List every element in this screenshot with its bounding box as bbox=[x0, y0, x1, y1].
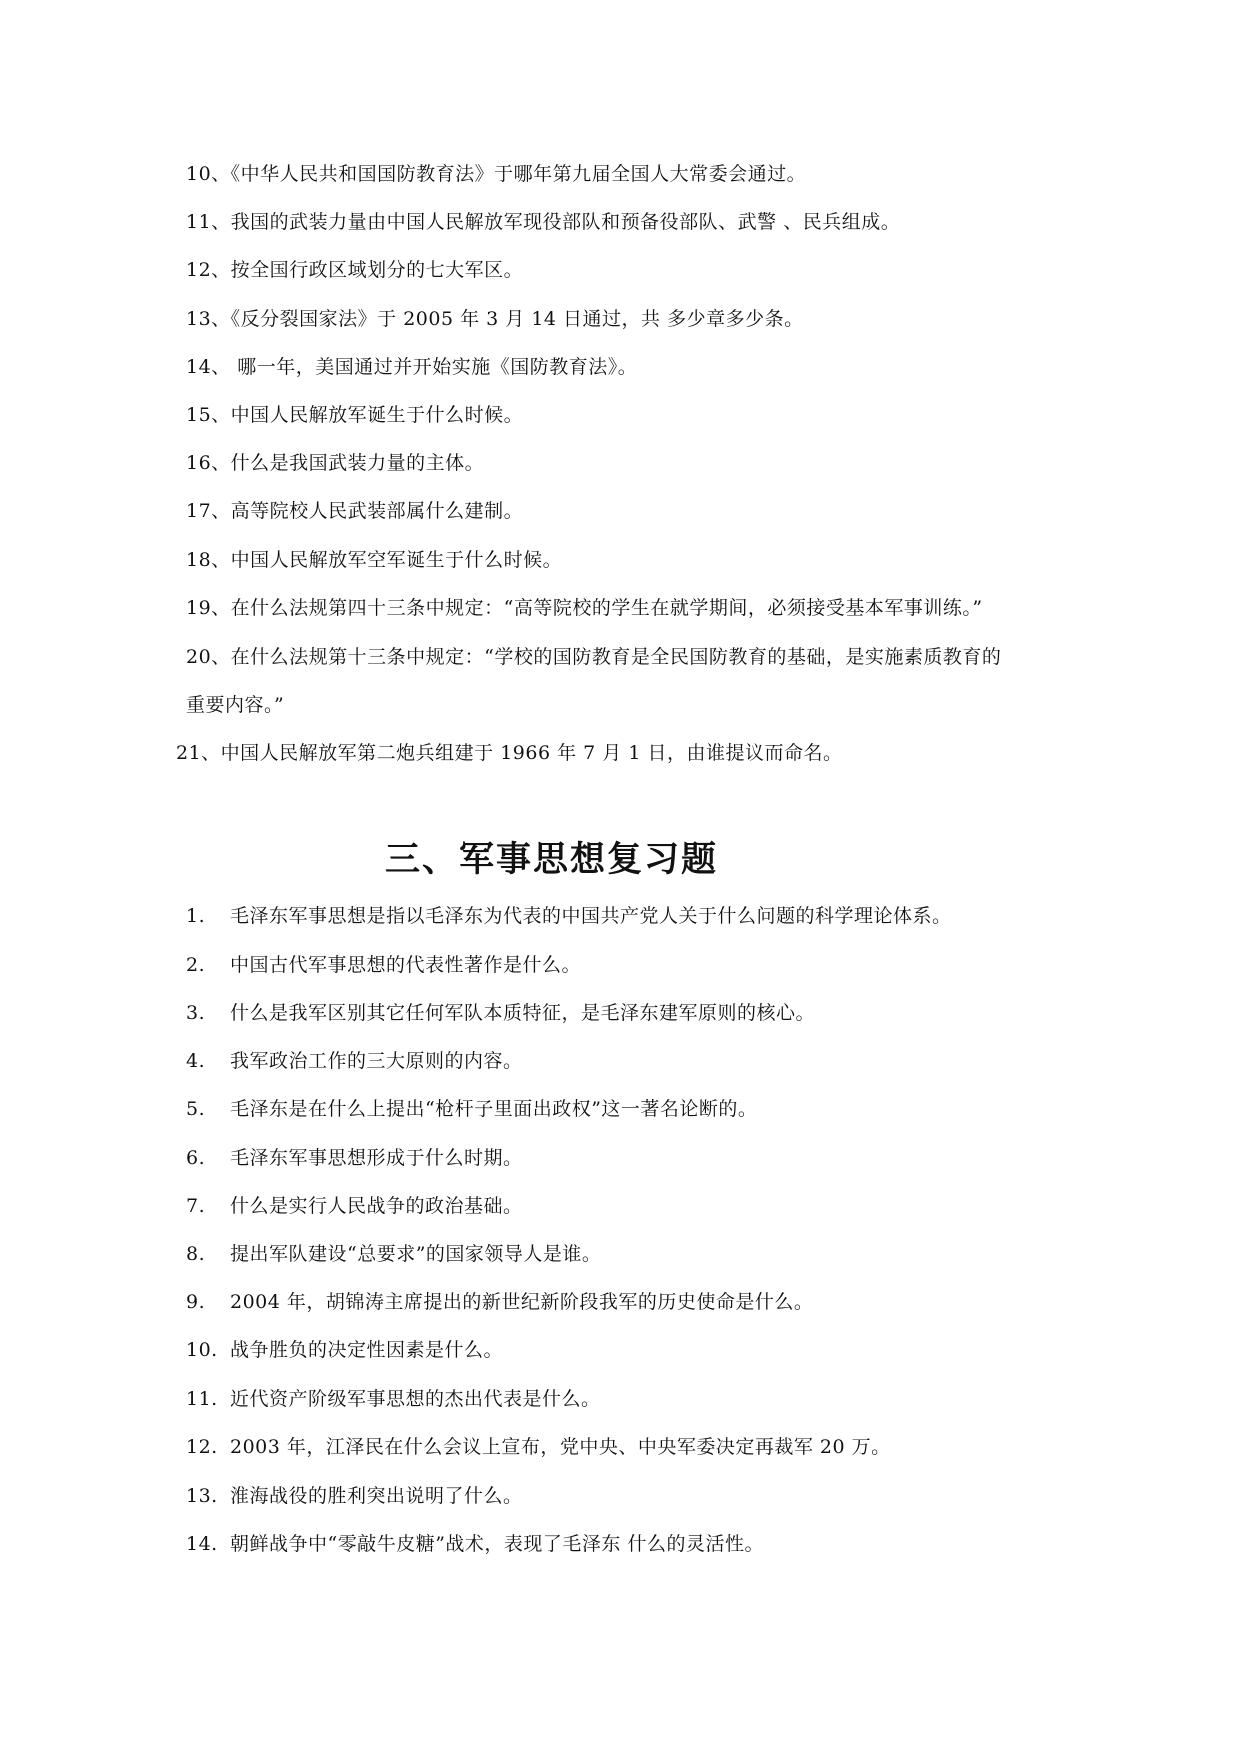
question-11: 11、我国的武装力量由中国人民解放军现役部队和预备役部队、武警 、民兵组成。 bbox=[186, 211, 901, 233]
list-item-number: 4. bbox=[186, 1050, 206, 1072]
list-item bbox=[186, 1049, 523, 1073]
list-item bbox=[186, 1338, 503, 1362]
question-21: 21、中国人民解放军第二炮兵组建于 1966 年 7 月 1 日，由谁提议而命名。 bbox=[176, 742, 843, 764]
question-10: 10、《中华人民共和国国防教育法》于哪年第九届全国人大常委会通过。 bbox=[186, 163, 807, 185]
list-item-number: 9. bbox=[186, 1291, 206, 1313]
list-item-text: 中国古代军事思想的代表性著作是什么。 bbox=[230, 954, 582, 976]
list-item bbox=[186, 1435, 891, 1459]
list-item bbox=[186, 1484, 523, 1508]
list-item-text: 我军政治工作的三大原则的内容。 bbox=[230, 1050, 523, 1072]
question-16: 16、什么是我国武装力量的主体。 bbox=[186, 452, 485, 474]
question-13: 13、《反分裂国家法》于 2005 年 3 月 14 日通过，共 多少章多少条。 bbox=[186, 308, 804, 330]
list-item-number: 6. bbox=[186, 1147, 206, 1169]
list-item-number: 12. bbox=[186, 1436, 218, 1458]
question-20-continuation: 重要内容。” bbox=[186, 694, 285, 716]
list-item-number: 13. bbox=[186, 1485, 218, 1507]
question-19: 19、在什么法规第四十三条中规定：“高等院校的学生在就学期间，必须接受基本军事训练。” bbox=[186, 597, 983, 619]
list-item-number: 2. bbox=[186, 954, 206, 976]
list-item-number: 8. bbox=[186, 1243, 206, 1265]
list-item bbox=[186, 953, 581, 977]
list-item bbox=[186, 1146, 523, 1170]
question-14: 14、 哪一年，美国通过并开始实施《国防教育法》。 bbox=[186, 356, 638, 378]
list-item bbox=[186, 904, 952, 928]
question-20: 20、在什么法规第十三条中规定：“学校的国防教育是全民国防教育的基础，是实施素质教育的 bbox=[186, 646, 1002, 668]
list-item-number: 11. bbox=[186, 1388, 218, 1410]
list-item bbox=[186, 1387, 601, 1411]
question-15: 15、中国人民解放军诞生于什么时候。 bbox=[186, 404, 524, 426]
list-item bbox=[186, 1242, 601, 1266]
section-title: 三、军事思想复习题 bbox=[385, 840, 719, 880]
list-item-number: 7. bbox=[186, 1195, 206, 1217]
list-item-number: 5. bbox=[186, 1098, 206, 1120]
list-item-text: 近代资产阶级军事思想的杰出代表是什么。 bbox=[230, 1388, 601, 1410]
list-item-number: 3. bbox=[186, 1002, 206, 1024]
list-item-number: 10. bbox=[186, 1339, 218, 1361]
list-item-number: 1. bbox=[186, 905, 206, 927]
list-item-text: 2004 年，胡锦涛主席提出的新世纪新阶段我军的历史使命是什么。 bbox=[230, 1291, 814, 1313]
list-item bbox=[186, 1001, 815, 1025]
list-item-text: 毛泽东是在什么上提出“枪杆子里面出政权”这一著名论断的。 bbox=[230, 1098, 758, 1120]
list-item-number: 14. bbox=[186, 1533, 218, 1555]
question-17: 17、高等院校人民武装部属什么建制。 bbox=[186, 500, 524, 522]
list-item-text: 淮海战役的胜利突出说明了什么。 bbox=[230, 1485, 523, 1507]
list-item-text: 什么是我军区别其它任何军队本质特征，是毛泽东建军原则的核心。 bbox=[230, 1002, 816, 1024]
list-item bbox=[186, 1290, 813, 1314]
list-item-text: 提出军队建设“总要求”的国家领导人是谁。 bbox=[230, 1243, 602, 1265]
question-12: 12、按全国行政区域划分的七大军区。 bbox=[186, 259, 524, 281]
list-item-text: 毛泽东军事思想形成于什么时期。 bbox=[230, 1147, 523, 1169]
list-item bbox=[186, 1532, 764, 1556]
list-item-text: 朝鲜战争中“零敲牛皮糖”战术，表现了毛泽东 什么的灵活性。 bbox=[230, 1533, 764, 1555]
list-item bbox=[186, 1194, 523, 1218]
list-item-text: 2003 年，江泽民在什么会议上宣布，党中央、中央军委决定再裁军 20 万。 bbox=[230, 1436, 891, 1458]
list-item bbox=[186, 1097, 757, 1121]
list-item-text: 战争胜负的决定性因素是什么。 bbox=[230, 1339, 504, 1361]
list-item-text: 什么是实行人民战争的政治基础。 bbox=[230, 1195, 523, 1217]
question-18: 18、中国人民解放军空军诞生于什么时候。 bbox=[186, 549, 563, 571]
list-item-text: 毛泽东军事思想是指以毛泽东为代表的中国共产党人关于什么问题的科学理论体系。 bbox=[230, 905, 952, 927]
